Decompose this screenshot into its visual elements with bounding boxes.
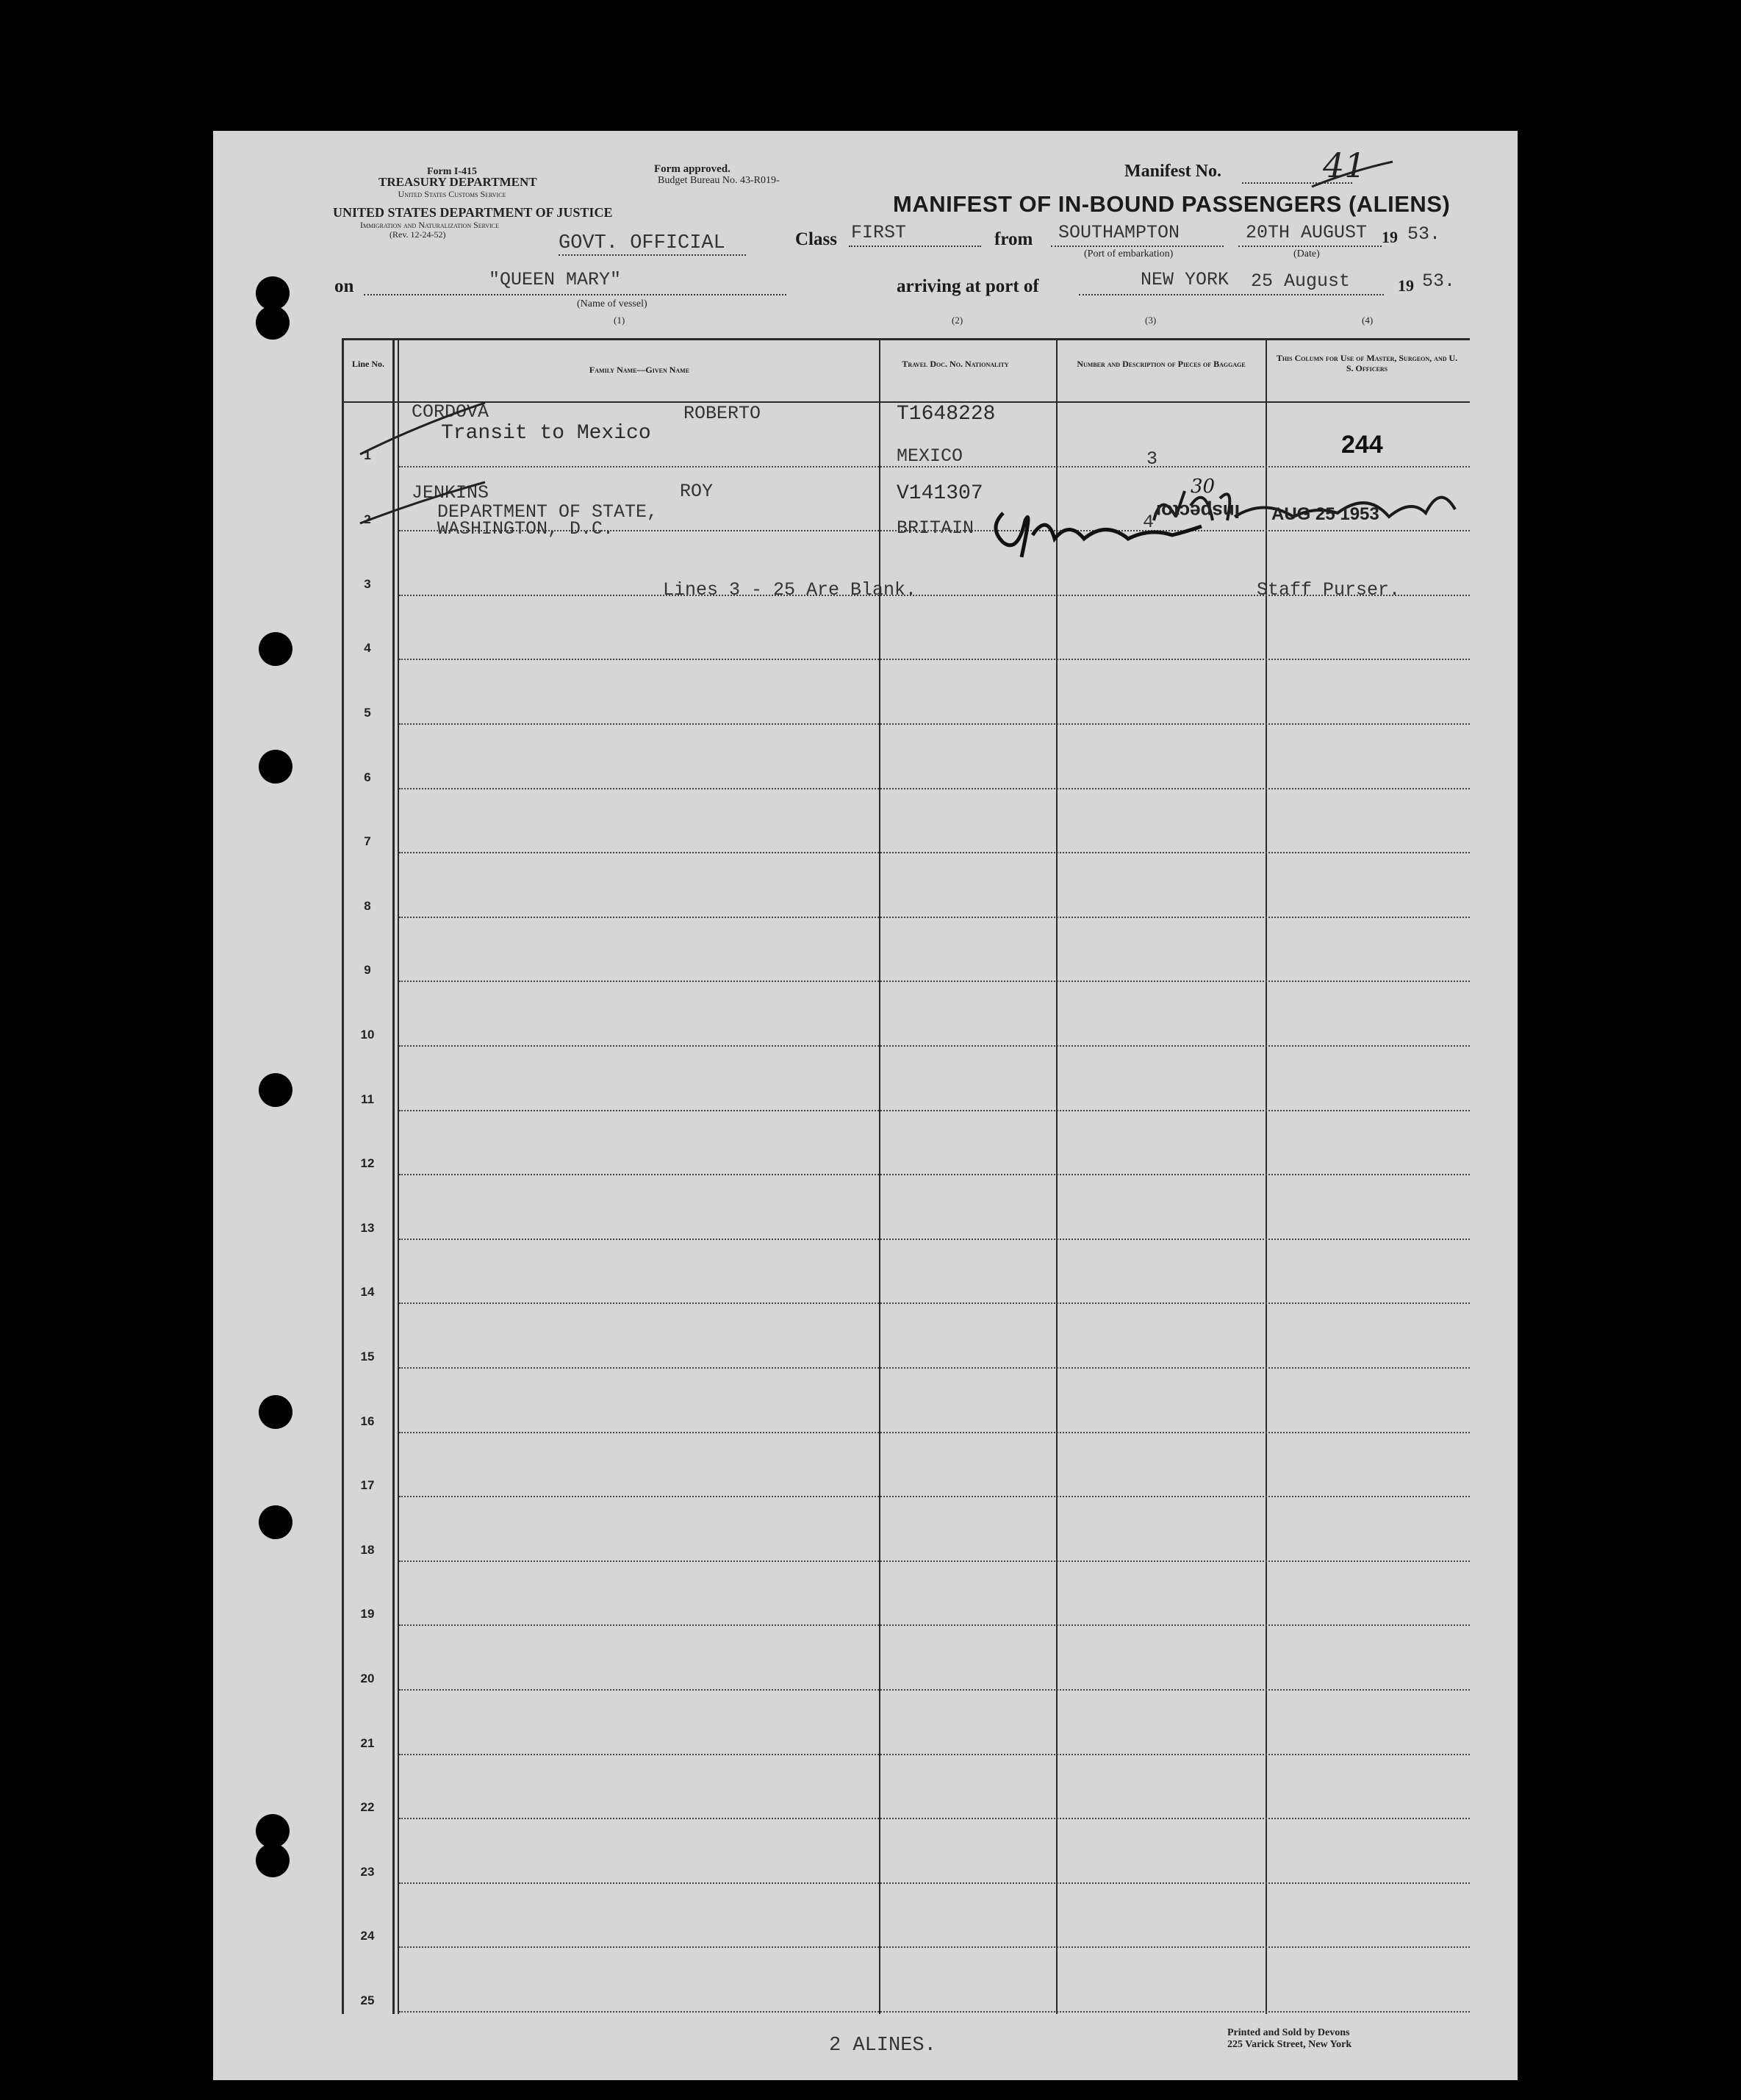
arrival-year-prefix: 19 xyxy=(1398,276,1414,295)
line-number: 2 xyxy=(364,512,371,527)
class-line xyxy=(849,246,981,247)
table-row xyxy=(399,659,1470,660)
line-number: 15 xyxy=(360,1350,375,1363)
manifest-no-strike xyxy=(1308,156,1396,193)
port-embarkation-caption: (Port of embarkation) xyxy=(1084,248,1174,259)
entry2-doc: V141307 xyxy=(897,482,983,505)
port-embarkation: SOUTHAMPTON xyxy=(1058,222,1180,243)
line-number: 5 xyxy=(364,706,371,720)
govt-official-line xyxy=(559,254,746,256)
col-num-4: (4) xyxy=(1362,315,1374,326)
treasury-label: TREASURY DEPARTMENT xyxy=(378,175,537,189)
line-number: 24 xyxy=(360,1929,375,1943)
vessel-line xyxy=(364,294,786,295)
entry2-given: ROY xyxy=(680,481,714,502)
entry2-baggage: 4 xyxy=(1143,512,1155,533)
year-value: 53. xyxy=(1407,223,1441,245)
line-number: 16 xyxy=(360,1413,375,1428)
table-row xyxy=(399,723,1470,725)
date-line xyxy=(1238,246,1382,247)
customs-label: United States Customs Service xyxy=(398,189,506,199)
punch-hole xyxy=(256,306,290,340)
line-number: 21 xyxy=(360,1735,375,1750)
header-officers: This Column for Use of Master, Surgeon, and U. S. Officers xyxy=(1276,353,1458,373)
table-row xyxy=(399,1239,1470,1240)
line-number: 17 xyxy=(360,1478,375,1493)
punch-hole xyxy=(259,1073,292,1107)
entry2-nationality: BRITAIN xyxy=(897,517,974,539)
table-row xyxy=(399,1560,1470,1562)
line-number: 9 xyxy=(364,963,371,978)
header-line-no: Line No. xyxy=(351,359,384,369)
table-row xyxy=(399,1367,1470,1369)
line-number: 19 xyxy=(360,1607,375,1621)
entry1-note: Transit to Mexico xyxy=(441,422,651,445)
arrival-port: NEW YORK xyxy=(1141,269,1230,290)
inspector-stamp-label: Inspector xyxy=(1154,501,1241,523)
vessel-caption: (Name of vessel) xyxy=(577,298,647,309)
line-number: 12 xyxy=(360,1156,375,1171)
col-num-2: (2) xyxy=(952,315,963,326)
entry2-family: JENKINS xyxy=(412,482,489,504)
manifest-no-label: Manifest No. xyxy=(1124,162,1221,181)
table-row xyxy=(399,1496,1470,1497)
arrival-line xyxy=(1079,294,1384,295)
entry1-baggage: 3 xyxy=(1146,448,1158,470)
punch-hole xyxy=(259,750,292,784)
line-number: 25 xyxy=(360,1993,375,2007)
port-embarkation-line xyxy=(1051,246,1224,247)
punch-hole xyxy=(259,1395,292,1429)
printer-line-2: 225 Varick Street, New York xyxy=(1227,2039,1352,2050)
govt-official: GOVT. OFFICIAL xyxy=(559,232,725,254)
table-row xyxy=(399,1432,1470,1433)
class-label: Class xyxy=(795,229,837,249)
purser-signature-handwritten xyxy=(981,498,1209,565)
entry2-note2: WASHINGTON, D.C. xyxy=(437,518,614,540)
form-approved: Form approved. xyxy=(654,163,730,175)
line-number: 8 xyxy=(364,898,371,913)
form-number: Form I-415 xyxy=(426,166,478,177)
line-number: 14 xyxy=(360,1285,375,1300)
budget-bureau: Budget Bureau No. 43-R019- xyxy=(658,175,780,186)
table-row xyxy=(399,2011,1470,2013)
table-row xyxy=(399,1624,1470,1626)
col-num-1: (1) xyxy=(614,315,625,326)
manifest-no-handwritten: 41 xyxy=(1323,146,1366,185)
arrival-date: 25 August xyxy=(1251,270,1351,292)
svg-text:30: 30 xyxy=(1191,476,1216,498)
entry1-doc: T1648228 xyxy=(897,403,996,426)
line-number: 18 xyxy=(360,1542,375,1557)
table-row xyxy=(399,1110,1470,1111)
header-family-name: Family Name—Given Name xyxy=(589,365,690,375)
header-baggage: Number and Description of Pieces of Baggage xyxy=(1077,359,1246,369)
justice-label: UNITED STATES DEPARTMENT OF JUSTICE xyxy=(333,205,613,220)
punch-hole xyxy=(259,1505,292,1539)
entry1-family: CORDOVA xyxy=(412,401,489,423)
vessel-name: "QUEEN MARY" xyxy=(489,269,622,290)
punch-hole xyxy=(259,632,292,666)
from-label: from xyxy=(994,229,1033,249)
rev-label: (Rev. 12-24-52) xyxy=(390,229,446,240)
table-row xyxy=(399,917,1470,918)
staff-purser: Staff Purser. xyxy=(1257,579,1401,601)
line-number: 20 xyxy=(360,1671,375,1685)
table-row xyxy=(399,1174,1470,1175)
table-row xyxy=(399,981,1470,982)
total-aliens: 2 ALINES. xyxy=(829,2035,936,2057)
blank-lines-note: Lines 3 - 25 Are Blank. xyxy=(663,579,917,601)
table-row xyxy=(399,1818,1470,1819)
line-number: 13 xyxy=(360,1220,375,1235)
class-value: FIRST xyxy=(851,222,907,243)
line-number: 22 xyxy=(360,1800,375,1815)
entry2-note1: DEPARTMENT OF STATE, xyxy=(437,501,658,523)
manifest-page xyxy=(213,131,1518,2080)
inspection-stamp-date: AUG 25 1953 xyxy=(1271,504,1379,524)
entry2-checkmark xyxy=(345,475,492,534)
arrival-year: 53. xyxy=(1422,270,1456,292)
table-row xyxy=(399,852,1470,853)
entry1-checkmark xyxy=(345,395,492,469)
entry1-given: ROBERTO xyxy=(683,403,761,424)
line-number: 4 xyxy=(364,641,371,656)
line-number: 10 xyxy=(360,1028,375,1042)
date-value: 20TH AUGUST xyxy=(1246,222,1368,243)
col-num-3: (3) xyxy=(1145,315,1157,326)
punch-hole xyxy=(256,1843,290,1877)
line-number: 3 xyxy=(364,576,371,591)
entry1-nationality: MEXICO xyxy=(897,445,963,467)
on-label: on xyxy=(334,276,354,296)
ins-label: Immigration and Naturalization Service xyxy=(360,220,500,230)
table-row xyxy=(399,1946,1470,1948)
line-number: 11 xyxy=(361,1092,374,1106)
line-number: 1 xyxy=(364,448,371,462)
date-caption: (Date) xyxy=(1293,248,1320,259)
table-row xyxy=(399,1302,1470,1304)
table-row xyxy=(399,1754,1470,1755)
entry1-officer-number: 244 xyxy=(1341,431,1383,459)
table-row xyxy=(399,1689,1470,1691)
table-row xyxy=(399,1045,1470,1047)
printer-line-1: Printed and Sold by Devons xyxy=(1227,2027,1350,2038)
header-travel-doc: Travel Doc. No. Nationality xyxy=(902,359,1009,369)
line-number: 7 xyxy=(364,834,371,849)
table-row xyxy=(399,788,1470,789)
table-row xyxy=(399,1882,1470,1884)
line-number: 23 xyxy=(360,1864,375,1879)
year-prefix: 19 xyxy=(1382,228,1398,246)
manifest-title: MANIFEST OF IN-BOUND PASSENGERS (ALIENS) xyxy=(893,191,1451,217)
line-number: 6 xyxy=(364,770,371,784)
arriving-label: arriving at port of xyxy=(897,276,1039,296)
